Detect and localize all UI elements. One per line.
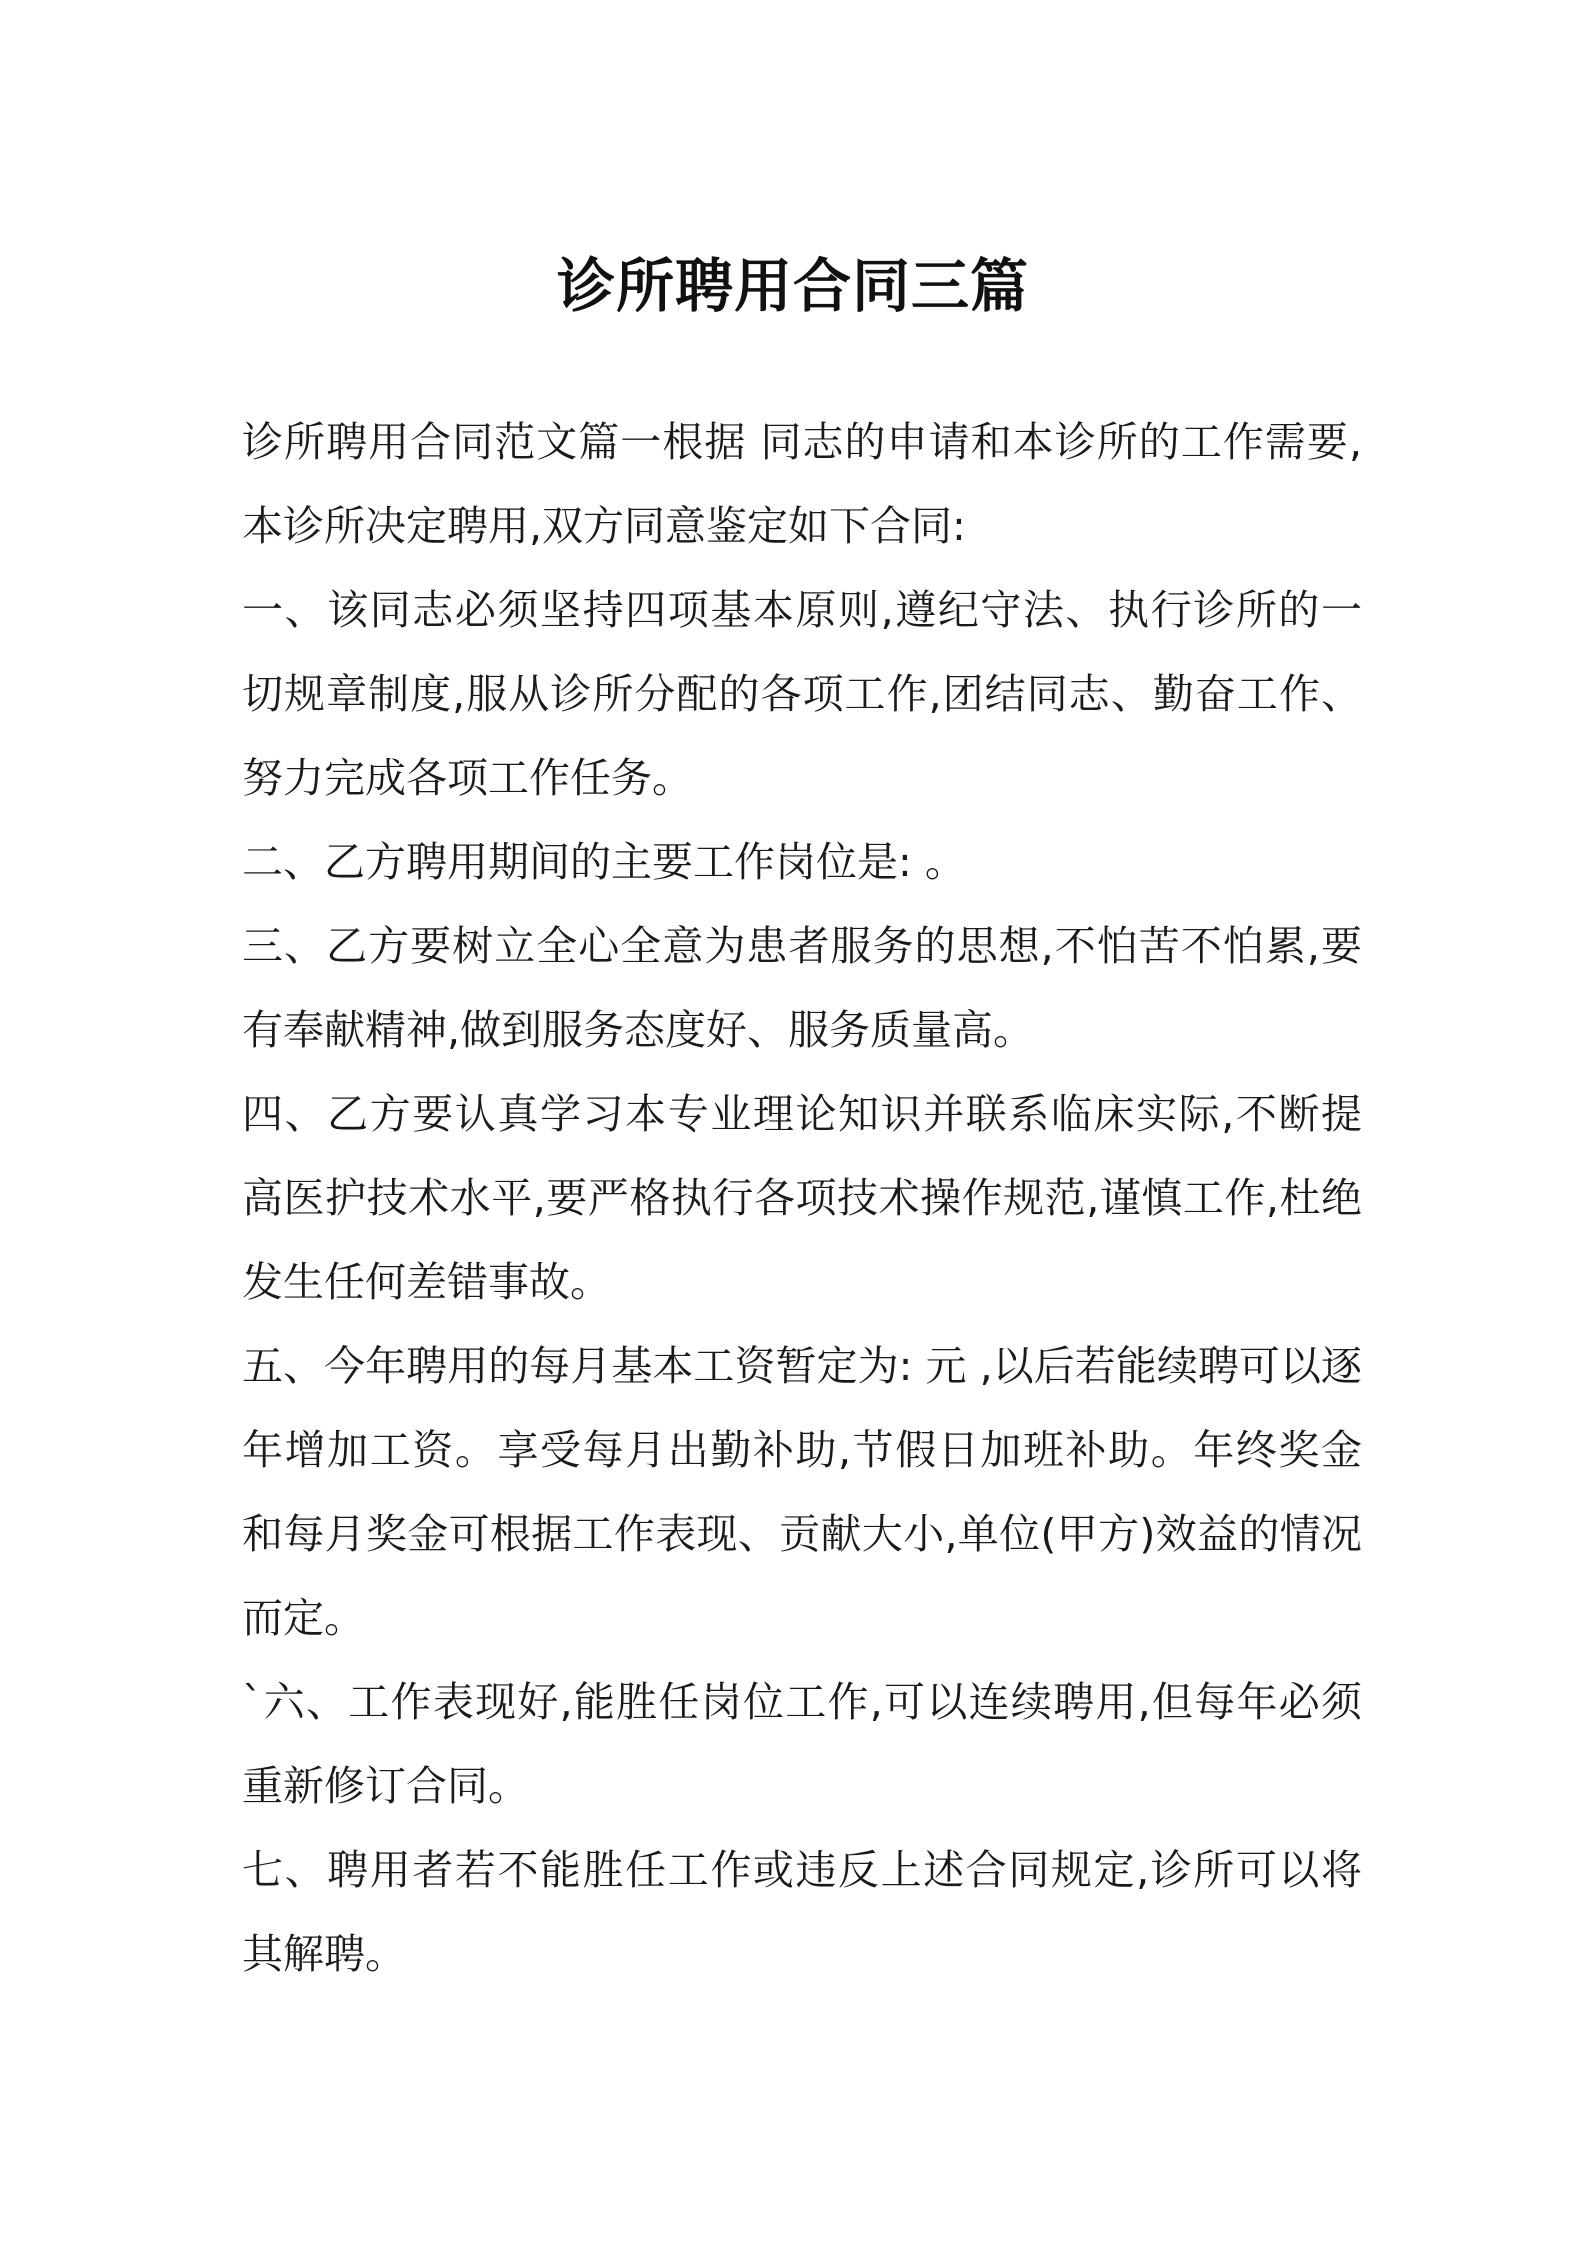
paragraph-clause-7: 七、聘用者若不能胜任工作或违反上述合同规定,诊所可以将其解聘。 (242, 1846, 1362, 1978)
paragraph-clause-4: 四、乙方要认真学习本专业理论知识并联系临床实际,不断提高医护技术水平,要严格执行各项技术操作规范,谨慎工作,杜绝发生任何差错事故。 (242, 1090, 1362, 1306)
document-body (242, 400, 1362, 1996)
paragraph-clause-2: 二、乙方聘用期间的主要工作岗位是: 。 (242, 838, 966, 886)
paragraph-clause-1: 一、该同志必须坚持四项基本原则,遵纪守法、执行诊所的一切规章制度,服从诊所分配的各项工作,团结同志、勤奋工作、努力完成各项工作任务。 (242, 586, 1362, 802)
paragraph-clause-6: `六、工作表现好,能胜任岗位工作,可以连续聘用,但每年必须重新修订合同。 (242, 1678, 1362, 1810)
paragraph-intro: 诊所聘用合同范文篇一根据 同志的申请和本诊所的工作需要,本诊所决定聘用,双方同意鉴定如下合同: (242, 418, 1362, 550)
paragraph-clause-5: 五、今年聘用的每月基本工资暂定为: 元 ,以后若能续聘可以逐年增加工资。享受每月出勤补助,节假日加班补助。年终奖金和每月奖金可根据工作表现、贡献大小,单位(甲方)效益的情况而定。 (242, 1342, 1362, 1642)
document-title: 诊所聘用合同三篇 (556, 252, 1029, 320)
paragraph-clause-3: 三、乙方要树立全心全意为患者服务的思想,不怕苦不怕累,要有奉献精神,做到服务态度好、服务质量高。 (242, 922, 1362, 1054)
